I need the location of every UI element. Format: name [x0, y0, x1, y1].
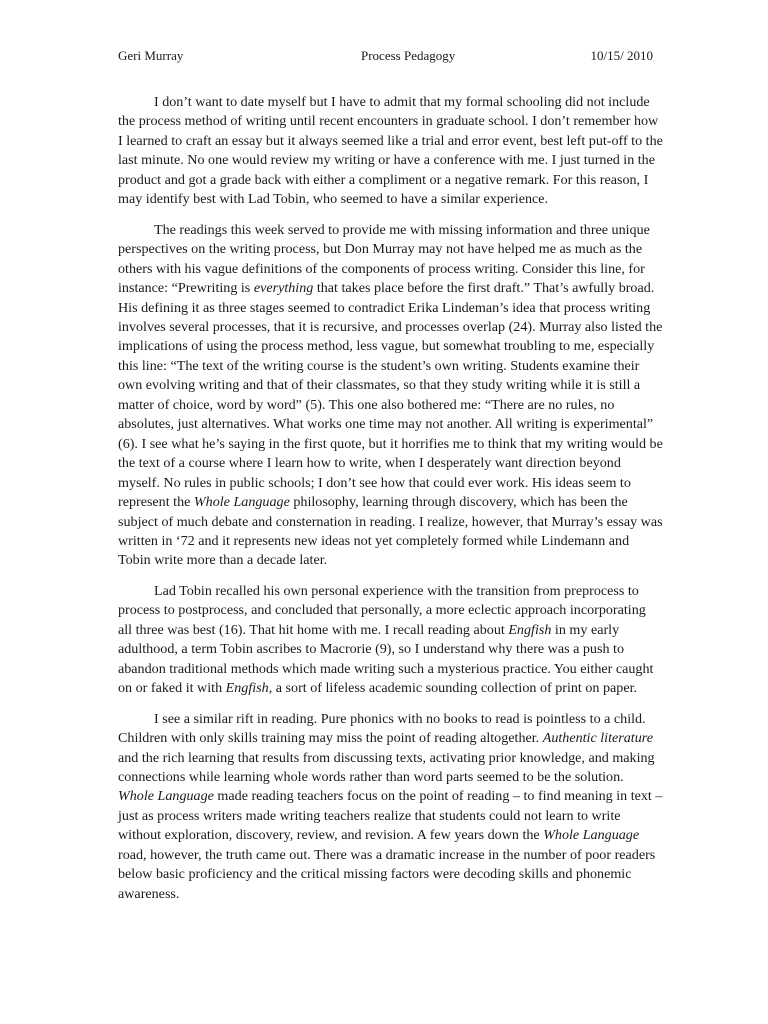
page-header: [118, 47, 653, 65]
paragraph-text: road, however, the truth came out. There was a dramatic increase in the number of poor readers below basic proficiency and the critical missing factors were decoding skills and phonemic awareness.: [118, 846, 656, 902]
italic-text: Engfish: [225, 680, 269, 697]
paragraph-text: I don’t want to date myself but I have to admit that my formal schooling did not include the process method of writing until recent encounters in graduate school. I don’t remember how I learned to craft an essay but it always seemed like a trial and error event, best left put-off to the last minute. No one would review my writing or have a conference with me. I just turned in the product and got a grade back with either a compliment or a negative remark. For this reason, I may identify best with Lad Tobin, who seemed to have a similar experience.: [118, 94, 663, 208]
paragraph-text: and the rich learning that results from discussing texts, activating prior knowledge, and making connections while learning whole words rather than word parts seemed to be the solution.: [118, 749, 655, 785]
document-body: [118, 93, 663, 915]
header-author: Geri Murray: [118, 48, 184, 63]
italic-text: Whole Language: [543, 827, 640, 844]
paragraph-text: I see a similar rift in reading. Pure phonics with no books to read is pointless to a child. Children with only skills training may miss the point of reading altogether.: [118, 710, 646, 747]
paragraph-text: Lad Tobin recalled his own personal experience with the transition from preprocess to process to postprocess, and concluded that personally, a more eclectic approach incorporating all three was best (16). That hit home with me. I recall reading about: [118, 582, 646, 638]
paragraph-text: , a sort of lifeless academic sounding collection of print on paper.: [268, 680, 638, 697]
italic-text: everything: [253, 280, 314, 297]
paragraph: [118, 93, 663, 210]
paragraph-text: philosophy, learning through discovery, which has been the subject of much debate and consternation in reading. I realize, however, that Murray’s essay was written in ‘72 and it represents new ideas not yet completely formed while Lindemann and Tobin write more than a decade later.: [118, 494, 663, 569]
italic-text: Whole Language: [193, 494, 290, 511]
italic-text: Whole Language: [118, 788, 214, 805]
header-title: Process Pedagogy: [361, 48, 456, 63]
italic-text: Authentic literature: [542, 730, 653, 747]
paragraph-text: made reading teachers focus on the point of reading – to find meaning in text – just as process writers made writing teachers realize that students could not learn to write without exploration, discovery, review, and revision. A few years down the: [118, 788, 663, 844]
paragraph: [118, 221, 663, 571]
header-date: 10/15/ 2010: [590, 48, 653, 63]
italic-text: Engfish: [508, 621, 552, 638]
paragraph: [118, 582, 663, 699]
paragraph-text: that takes place before the first draft.” That’s awfully broad. His defining it as three stages seemed to contradict Erika Lindeman’s idea that process writing involves several processes, that it is recursive, and processes overlap (24). Murray also listed the implications of using the process method, less vague, but somewhat troubling to me, especially this line: “The text of the writing course is the student’s own writing. Students examine their own evolving writing and that of their classmates, so that they study writing while it is still a matter of choice, word by word” (5). This one also bothered me: “There are no rules, no absolutes, just alternatives. What works one time may not another. All writing is experimental” (6). I see what he’s saying in the first quote, but it horrifies me to think that my writing would be the text of a course where I learn how to write, when I desperately want direction beyond myself. No rules in public schools; I don’t see how that could ever work. His ideas seem to represent the: [118, 280, 663, 511]
paragraph-text: in my early adulthood, a term Tobin ascribes to Macrorie (9), so I understand why there was a push to abandon traditional methods which made writing such a mysterious practice. You either caught on or faked it with: [118, 621, 654, 697]
paragraph-text: The readings this week served to provide me with missing information and three unique perspectives on the writing process, but Don Murray may not have helped me as much as the others with his vague definitions of the components of process writing. Consider this line, for instance: “Prewriting is: [118, 221, 650, 297]
paragraph: [118, 710, 663, 905]
